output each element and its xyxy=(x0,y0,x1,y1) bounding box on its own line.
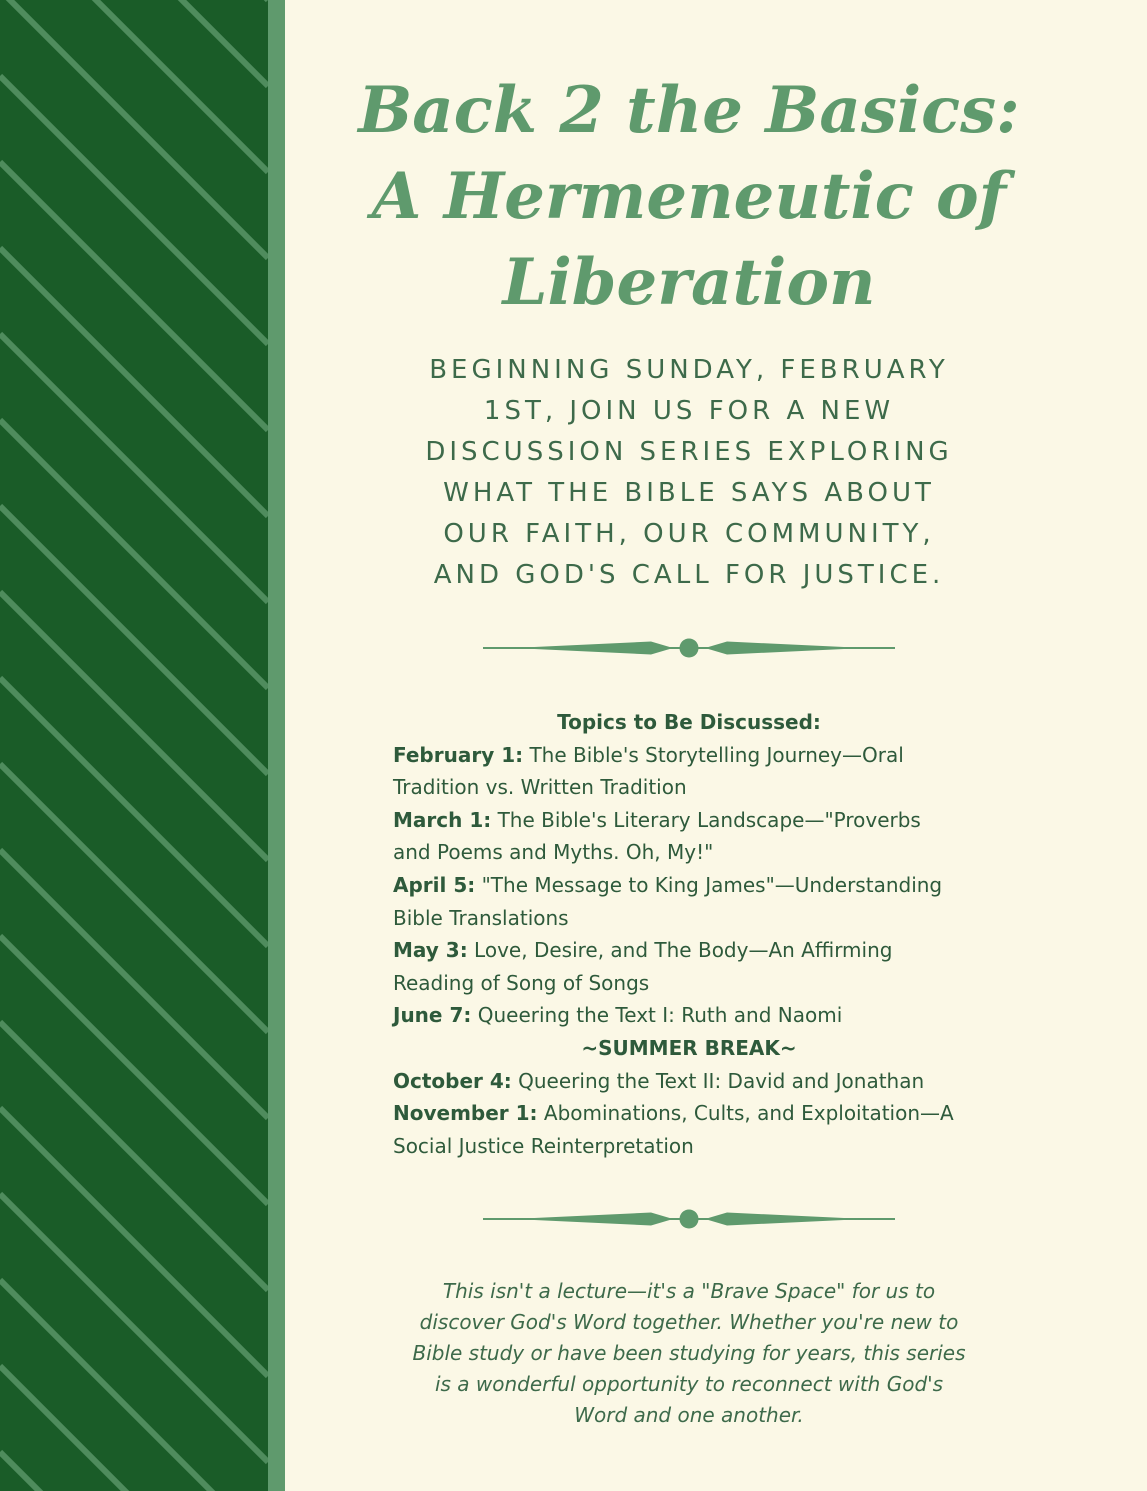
diagonal-stripe xyxy=(0,334,268,602)
title-line-1: Back 2 the Basics: xyxy=(358,73,1020,148)
ornamental-divider-icon xyxy=(483,633,895,663)
topic-date: April 5: xyxy=(393,872,476,897)
title-line-3: Liberation xyxy=(502,245,876,320)
intro-announcement xyxy=(389,350,989,596)
intro-line: OUR FAITH, OUR COMMUNITY, xyxy=(443,519,935,549)
topic-title: The Bible's Literary Landscape—"Proverbs xyxy=(491,807,921,832)
topic-item xyxy=(393,1097,993,1162)
diagonal-stripe xyxy=(0,764,268,1032)
closing-line: discover God's Word together. Whether you're new to xyxy=(419,1310,959,1334)
topic-title: "The Message to King James"—Understanding xyxy=(475,872,943,897)
topic-date: February 1: xyxy=(393,742,524,767)
topic-date: October 4: xyxy=(393,1068,512,1093)
diagonal-stripe xyxy=(0,1280,268,1491)
diagonal-stripe xyxy=(0,678,268,946)
topic-date: June 7: xyxy=(393,1003,472,1028)
closing-line: This isn't a lecture—it's a "Brave Space" for us to xyxy=(442,1279,936,1303)
summer-break-label: ~SUMMER BREAK~ xyxy=(581,1035,797,1060)
diagonal-stripe-panel xyxy=(0,0,268,1491)
topic-title-continued: Tradition vs. Written Tradition xyxy=(393,775,687,800)
topic-title: Love, Desire, and The Body—An Affirming xyxy=(467,938,893,963)
diagonal-stripe xyxy=(0,1452,268,1491)
topic-title: The Bible's Storytelling Journey—Oral xyxy=(523,742,904,767)
topic-item xyxy=(393,804,993,869)
diagonal-stripe xyxy=(0,76,268,344)
intro-line: DISCUSSION SERIES EXPLORING xyxy=(425,437,953,467)
intro-line: BEGINNING SUNDAY, FEBRUARY xyxy=(429,355,949,385)
topic-date: November 1: xyxy=(393,1101,538,1126)
closing-line: Word and one another. xyxy=(574,1403,804,1427)
topic-date: May 3: xyxy=(393,938,468,963)
topic-item xyxy=(393,739,993,804)
topic-item xyxy=(393,1065,993,1098)
topic-date: March 1: xyxy=(393,807,492,832)
title-line-2: A Hermeneutic of xyxy=(371,159,1007,234)
topic-title-continued: Bible Translations xyxy=(393,905,569,930)
topic-title: Queering the Text I: Ruth and Naomi xyxy=(471,1003,843,1028)
diagonal-stripe xyxy=(0,420,268,688)
diagonal-stripe xyxy=(0,248,268,516)
panel-border-band xyxy=(268,0,285,1491)
diagonal-stripe xyxy=(0,0,268,86)
ornamental-divider-icon xyxy=(483,1204,895,1234)
diagonal-stripe xyxy=(0,592,268,860)
intro-line: 1ST, JOIN US FOR A NEW xyxy=(483,396,895,426)
intro-line: AND GOD'S CALL FOR JUSTICE. xyxy=(433,560,945,590)
diagonal-stripe xyxy=(0,162,268,430)
flyer-content xyxy=(285,0,1147,1491)
page-title xyxy=(285,68,1093,326)
topics-list xyxy=(393,706,993,1162)
closing-message xyxy=(389,1276,989,1431)
diagonal-stripe xyxy=(0,1194,268,1462)
topic-title: Queering the Text II: David and Jonathan xyxy=(511,1068,925,1093)
diagonal-stripe xyxy=(0,506,268,774)
diagonal-stripe xyxy=(0,1108,268,1376)
diagonal-stripe xyxy=(0,850,268,1118)
diagonal-stripe xyxy=(0,0,268,172)
topic-item xyxy=(393,934,993,999)
diagonal-stripe xyxy=(0,936,268,1204)
intro-line: WHAT THE BIBLE SAYS ABOUT xyxy=(443,478,935,508)
topics-heading: Topics to Be Discussed: xyxy=(557,710,821,734)
topic-title-continued: and Poems and Myths. Oh, My!" xyxy=(393,840,714,865)
topic-title: Abominations, Cults, and Exploitation—A xyxy=(537,1101,954,1126)
closing-line: is a wonderful opportunity to reconnect with God's xyxy=(434,1372,944,1396)
topic-title-continued: Reading of Song of Songs xyxy=(393,970,650,995)
topic-item xyxy=(393,999,993,1032)
diagonal-stripe xyxy=(0,1366,268,1491)
topic-title-continued: Social Justice Reinterpretation xyxy=(393,1133,694,1158)
diagonal-stripe xyxy=(0,1022,268,1290)
closing-line: Bible study or have been studying for years, this series xyxy=(412,1341,966,1365)
diagonal-stripes-pattern xyxy=(0,0,268,1491)
topic-item xyxy=(393,869,993,934)
